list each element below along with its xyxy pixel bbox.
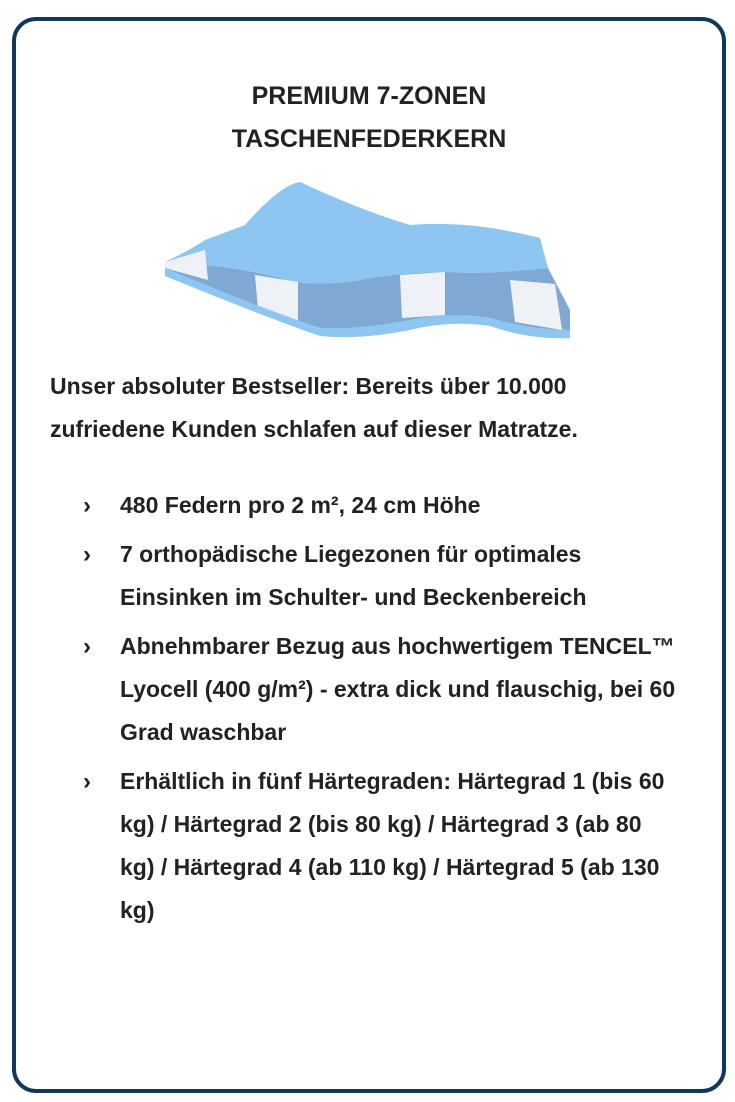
chevron-right-icon: › [83, 492, 91, 519]
feature-text: Abnehmbarer Bezug aus hochwertigem TENCEL™ Lyocell (400 g/m²) - extra dick und flauschig, bei 60 Grad waschbar [120, 633, 676, 745]
intro-text [50, 365, 690, 451]
feature-item [80, 484, 680, 527]
title-line: PREMIUM 7-ZONEN [251, 82, 487, 110]
feature-text: 7 orthopädische Liegezonen für optimales Einsinken im Schulter- und Beckenbereich [120, 541, 587, 610]
chevron-right-icon: › [83, 541, 91, 568]
chevron-right-icon: › [83, 633, 91, 660]
feature-item [80, 533, 680, 619]
feature-list [80, 484, 680, 938]
intro-line: Unser absoluter Bestseller: Bereits über 10.000 [50, 373, 567, 399]
feature-item [80, 625, 680, 754]
product-title [16, 75, 722, 161]
feature-text: Erhältlich in fünf Härtegraden: Härtegrad 1 (bis 60 kg) / Härtegrad 2 (bis 80 kg) / Härtegrad 3 (ab 80 kg) / Härtegrad 4 (ab 110 kg) / Härtegrad 5 (ab 130 kg) [120, 768, 665, 923]
intro-line: zufriedene Kunden schlafen auf dieser Matratze. [50, 416, 578, 442]
chevron-right-icon: › [83, 768, 91, 795]
mattress-image [150, 180, 580, 350]
feature-text: 480 Federn pro 2 m², 24 cm Höhe [120, 492, 481, 518]
title-line: TASCHENFEDERKERN [231, 125, 507, 153]
feature-item [80, 760, 680, 932]
